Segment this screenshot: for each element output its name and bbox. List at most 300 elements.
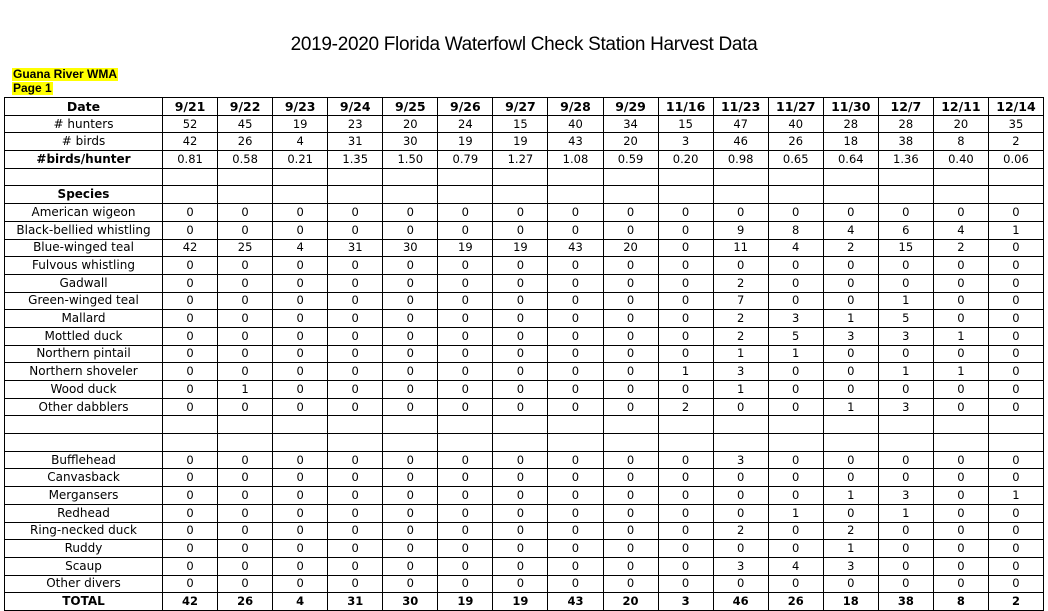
data-cell: 3 [713,363,768,381]
table-row [5,522,1044,540]
data-cell: 1.35 [328,151,383,169]
data-cell: 0 [163,557,218,575]
data-cell: 1 [218,381,273,399]
blank-cell [933,186,988,204]
data-cell: 8 [768,221,823,239]
data-cell: 0 [933,487,988,505]
data-cell: 23 [328,115,383,133]
data-cell: 0 [438,398,493,416]
data-cell: 0 [218,487,273,505]
blank-cell [493,434,548,452]
blank-cell [658,434,713,452]
data-cell: 3 [878,327,933,345]
data-cell: 0 [988,381,1043,399]
data-cell: 0 [163,221,218,239]
data-cell: 0 [603,221,658,239]
data-cell: 0 [548,557,603,575]
data-cell: 0 [933,204,988,222]
data-cell: 42 [163,593,218,611]
data-cell: 0 [933,398,988,416]
data-cell: 0 [548,221,603,239]
blank-cell [273,186,328,204]
data-cell: 0 [493,345,548,363]
data-cell: 0.20 [658,151,713,169]
data-cell: 30 [383,239,438,257]
location-label: Guana River WMA [13,67,118,81]
date-header: 9/26 [438,98,493,116]
blank-cell [273,168,328,186]
data-cell: 0 [273,504,328,522]
data-cell: 3 [823,557,878,575]
blank-cell [988,186,1043,204]
data-cell: 0 [438,540,493,558]
blank-cell [768,186,823,204]
data-cell: 0 [328,469,383,487]
data-cell: 0 [548,504,603,522]
data-cell: 26 [768,593,823,611]
data-cell: 0 [218,345,273,363]
data-cell: 0 [273,327,328,345]
data-cell: 5 [878,310,933,328]
data-cell: 0 [493,487,548,505]
data-cell: 34 [603,115,658,133]
data-cell: 0 [988,327,1043,345]
blank-cell [658,186,713,204]
blank-cell [878,186,933,204]
data-cell: 0 [878,557,933,575]
data-cell: 0 [273,451,328,469]
table-row [5,345,1044,363]
row-label: Northern shoveler [5,363,163,381]
data-cell: 0 [823,363,878,381]
data-cell: 4 [823,221,878,239]
data-cell: 0 [713,540,768,558]
data-cell: 0 [988,363,1043,381]
data-cell: 20 [933,115,988,133]
data-cell: 4 [273,593,328,611]
data-cell: 0 [493,522,548,540]
data-cell: 0 [493,575,548,593]
row-label: #birds/hunter [5,151,163,169]
data-cell: 0 [933,274,988,292]
data-cell: 5 [768,327,823,345]
data-cell: 0 [163,398,218,416]
data-cell: 0 [273,487,328,505]
data-cell: 0 [603,540,658,558]
table-row [5,540,1044,558]
row-label: Redhead [5,504,163,522]
data-cell: 0 [548,540,603,558]
data-cell: 0.79 [438,151,493,169]
table-row [5,575,1044,593]
data-cell: 0 [163,504,218,522]
data-cell: 0 [218,363,273,381]
data-cell: 0 [273,381,328,399]
data-cell: 0 [933,381,988,399]
data-cell: 0 [328,504,383,522]
species-header-row [5,186,1044,204]
data-cell: 15 [878,239,933,257]
blank-cell [988,168,1043,186]
data-cell: 0 [713,204,768,222]
data-cell: 3 [878,398,933,416]
data-cell: 11 [713,239,768,257]
data-cell: 0 [988,451,1043,469]
data-cell: 1.50 [383,151,438,169]
data-cell: 46 [713,593,768,611]
data-cell: 0 [438,487,493,505]
data-cell: 28 [878,115,933,133]
data-cell: 0.65 [768,151,823,169]
data-cell: 0 [603,274,658,292]
data-cell: 1 [823,310,878,328]
data-cell: 0 [933,292,988,310]
data-cell: 0 [603,469,658,487]
data-cell: 0 [878,540,933,558]
data-cell: 0 [603,504,658,522]
data-cell: 26 [768,133,823,151]
data-cell: 0 [163,327,218,345]
data-cell: 0 [273,345,328,363]
data-cell: 19 [273,115,328,133]
data-cell: 0 [988,204,1043,222]
table-row [5,557,1044,575]
data-cell: 42 [163,133,218,151]
blank-cell [383,416,438,434]
data-cell: 0 [328,398,383,416]
data-cell: 47 [713,115,768,133]
data-cell: 0.64 [823,151,878,169]
date-header: 12/11 [933,98,988,116]
data-cell: 0 [603,522,658,540]
blank-cell [878,168,933,186]
data-cell: 0 [383,451,438,469]
data-cell: 0 [603,204,658,222]
data-cell: 0 [823,257,878,275]
data-cell: 0 [218,310,273,328]
table-row [5,292,1044,310]
blank-cell [713,168,768,186]
data-cell: 3 [713,451,768,469]
data-cell: 31 [328,239,383,257]
data-cell: 0 [658,557,713,575]
data-cell: 0 [933,451,988,469]
data-cell: 0 [768,522,823,540]
data-cell: 0.59 [603,151,658,169]
data-cell: 0 [328,204,383,222]
data-cell: 0 [548,204,603,222]
data-cell: 0 [933,522,988,540]
data-cell: 1 [933,327,988,345]
data-cell: 0 [658,221,713,239]
row-label: Wood duck [5,381,163,399]
data-cell: 19 [438,593,493,611]
data-cell: 0 [383,504,438,522]
data-cell: 0 [933,504,988,522]
data-cell: 0 [163,204,218,222]
data-cell: 0 [438,522,493,540]
data-cell: 0.81 [163,151,218,169]
row-label: Bufflehead [5,451,163,469]
data-cell: 0 [988,274,1043,292]
data-cell: 43 [548,133,603,151]
data-cell: 9 [713,221,768,239]
data-cell: 0 [658,504,713,522]
data-cell: 30 [383,593,438,611]
harvest-table-body [5,98,1044,611]
data-cell: 0 [493,398,548,416]
data-cell: 0 [603,310,658,328]
data-cell: 15 [658,115,713,133]
data-cell: 0 [328,292,383,310]
data-cell: 0 [713,487,768,505]
data-cell: 0 [768,274,823,292]
data-cell: 0 [328,363,383,381]
data-cell: 0 [988,575,1043,593]
data-cell: 0 [988,540,1043,558]
blank-cell [163,186,218,204]
blank-cell [493,186,548,204]
blank-cell [438,186,493,204]
data-cell: 0 [273,540,328,558]
data-cell: 1 [713,381,768,399]
data-cell: 4 [768,239,823,257]
data-cell: 0 [603,327,658,345]
data-cell: 0 [328,257,383,275]
data-cell: 0 [823,469,878,487]
row-label: Gadwall [5,274,163,292]
data-cell: 0 [933,469,988,487]
date-header: 9/29 [603,98,658,116]
data-cell: 0 [658,310,713,328]
data-cell: 20 [603,239,658,257]
data-cell: 0 [218,575,273,593]
data-cell: 40 [548,115,603,133]
data-cell: 1 [768,504,823,522]
blank-cell [273,434,328,452]
row-label: Other dabblers [5,398,163,416]
data-cell: 0 [438,345,493,363]
data-cell: 0 [218,398,273,416]
data-cell: 0 [548,310,603,328]
summary-row [5,133,1044,151]
row-label: Other divers [5,575,163,593]
data-cell: 19 [493,239,548,257]
blank-cell [383,434,438,452]
date-header: 9/28 [548,98,603,116]
table-row [5,239,1044,257]
data-cell: 0 [273,557,328,575]
data-cell: 0 [328,345,383,363]
data-cell: 30 [383,133,438,151]
data-cell: 0 [548,381,603,399]
data-cell: 0 [768,451,823,469]
data-cell: 0 [658,257,713,275]
data-cell: 0 [328,575,383,593]
data-cell: 0 [713,469,768,487]
data-cell: 25 [218,239,273,257]
data-cell: 0 [383,257,438,275]
data-cell: 0 [438,363,493,381]
data-cell: 0 [493,469,548,487]
data-cell: 1.08 [548,151,603,169]
data-cell: 8 [933,133,988,151]
blank-cell [713,434,768,452]
blank-cell [823,168,878,186]
blank-cell [603,434,658,452]
data-cell: 0 [603,381,658,399]
data-cell: 0 [328,557,383,575]
data-cell: 0 [768,398,823,416]
data-cell: 4 [768,557,823,575]
data-cell: 2 [823,239,878,257]
table-row [5,257,1044,275]
data-cell: 0 [878,345,933,363]
date-header: 9/25 [383,98,438,116]
data-cell: 0 [163,540,218,558]
data-cell: 0 [273,575,328,593]
data-cell: 0 [493,257,548,275]
data-cell: 2 [988,133,1043,151]
table-row [5,504,1044,522]
table-row [5,398,1044,416]
data-cell: 0 [658,327,713,345]
data-cell: 1 [823,540,878,558]
data-cell: 0 [493,540,548,558]
table-row [5,381,1044,399]
data-cell: 0 [493,274,548,292]
data-cell: 40 [768,115,823,133]
data-cell: 0 [603,487,658,505]
data-cell: 0 [163,451,218,469]
data-cell: 2 [713,327,768,345]
blank-cell [548,186,603,204]
data-cell: 0 [218,469,273,487]
data-cell: 0 [823,504,878,522]
data-cell: 0 [933,557,988,575]
data-cell: 0 [383,540,438,558]
data-cell: 0 [658,469,713,487]
data-cell: 1 [823,398,878,416]
data-cell: 0 [548,345,603,363]
data-cell: 0 [328,487,383,505]
data-cell: 1 [658,363,713,381]
data-cell: 3 [658,593,713,611]
data-cell: 0 [988,345,1043,363]
table-row [5,451,1044,469]
data-cell: 0 [548,292,603,310]
blank-cell [768,168,823,186]
date-header: 11/23 [713,98,768,116]
data-cell: 0 [658,204,713,222]
summary-row [5,115,1044,133]
data-cell: 0 [878,204,933,222]
row-label: Mottled duck [5,327,163,345]
blank-cell [768,434,823,452]
date-header: 12/7 [878,98,933,116]
data-cell: 0.58 [218,151,273,169]
blank-cell [548,416,603,434]
data-cell: 0 [328,381,383,399]
data-cell: 0 [823,381,878,399]
table-row [5,204,1044,222]
blank-cell [823,416,878,434]
data-cell: 0 [273,469,328,487]
data-cell: 35 [988,115,1043,133]
data-cell: 0 [383,274,438,292]
data-cell: 0 [988,469,1043,487]
data-cell: 0 [878,257,933,275]
date-header: 11/27 [768,98,823,116]
blank-cell [933,168,988,186]
data-cell: 0 [988,310,1043,328]
data-cell: 0 [383,292,438,310]
row-label: Northern pintail [5,345,163,363]
data-cell: 46 [713,133,768,151]
data-cell: 0 [218,327,273,345]
spacer-row [5,434,1044,452]
blank-cell [988,434,1043,452]
data-cell: 0 [823,292,878,310]
data-cell: 0 [548,522,603,540]
data-cell: 0 [328,221,383,239]
data-cell: 0 [218,204,273,222]
blank-cell [328,416,383,434]
blank-cell [878,416,933,434]
data-cell: 0 [988,239,1043,257]
data-cell: 0 [438,292,493,310]
data-cell: 18 [823,133,878,151]
data-cell: 1 [878,363,933,381]
data-cell: 0 [768,469,823,487]
data-cell: 0 [878,522,933,540]
total-row [5,593,1044,611]
data-cell: 0 [493,292,548,310]
data-cell: 0 [988,504,1043,522]
data-cell: 8 [933,593,988,611]
data-cell: 0 [163,274,218,292]
data-cell: 0 [383,522,438,540]
blank-cell [603,168,658,186]
table-row [5,274,1044,292]
data-cell: 0 [438,557,493,575]
data-cell: 0 [273,398,328,416]
data-cell: 1 [823,487,878,505]
data-cell: 0 [383,398,438,416]
blank-cell [823,186,878,204]
blank-cell [768,416,823,434]
data-cell: 0 [933,310,988,328]
date-header: 9/21 [163,98,218,116]
data-cell: 0 [273,274,328,292]
data-cell: 0 [218,274,273,292]
row-label: TOTAL [5,593,163,611]
data-cell: 0 [548,274,603,292]
data-cell: 0 [823,204,878,222]
data-cell: 0 [438,327,493,345]
data-cell: 1 [988,487,1043,505]
data-cell: 0 [988,257,1043,275]
data-cell: 0 [768,540,823,558]
data-cell: 0 [273,310,328,328]
table-row [5,327,1044,345]
data-cell: 0 [548,363,603,381]
data-cell: 0 [163,292,218,310]
data-cell: 0 [383,327,438,345]
data-cell: 0 [878,381,933,399]
data-cell: 0 [383,487,438,505]
data-cell: 0 [273,363,328,381]
